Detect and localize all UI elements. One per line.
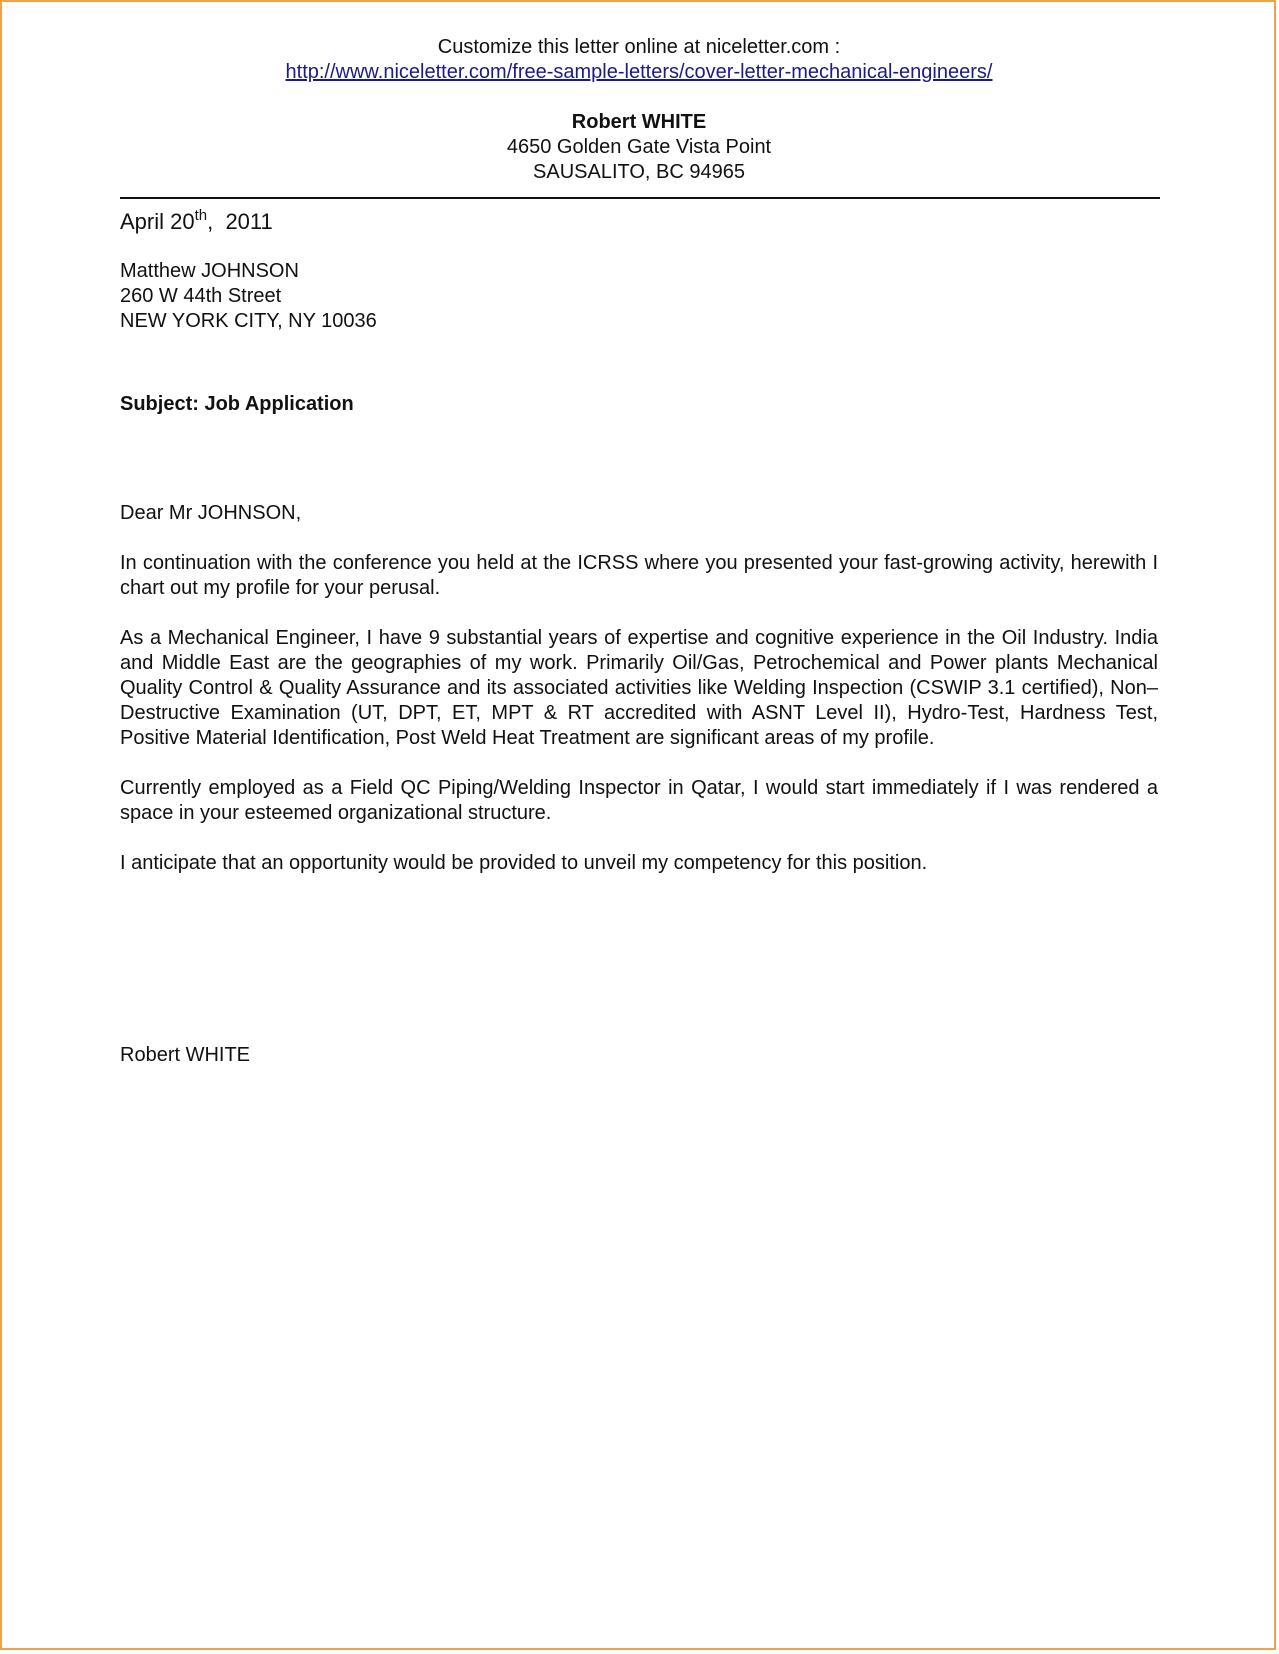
subject-line: Subject: Job Application: [120, 393, 354, 415]
date-year: , 2011: [207, 209, 273, 234]
customize-text: Customize this letter online at niceletter.com :: [437, 36, 841, 58]
paragraph-3: Currently employed as a Field QC Piping/Welding Inspector in Qatar, I would start immediately if I was rendered a space in your esteemed organizational structure.: [120, 777, 1158, 824]
date-suffix: th: [194, 207, 208, 224]
sender-name: Robert WHITE: [571, 111, 707, 133]
sender-address-line1: 4650 Golden Gate Vista Point: [506, 136, 772, 158]
date-month-day: April 20: [120, 209, 195, 234]
salutation: Dear Mr JOHNSON,: [120, 502, 302, 524]
letter-body: [120, 35, 1158, 1068]
signature: Robert WHITE: [120, 1044, 251, 1066]
recipient-name: Matthew JOHNSON: [120, 260, 299, 282]
paragraph-1: In continuation with the conference you held at the ICRSS where you presented your fast-growing activity, herewith I chart out my profile for your perusal.: [120, 552, 1158, 599]
letter-date: [120, 207, 1158, 237]
paragraph-4: I anticipate that an opportunity would be provided to unveil my competency for this position.: [120, 852, 928, 874]
paragraph-2: As a Mechanical Engineer, I have 9 substantial years of expertise and cognitive experience in the Oil Industry. India and Middle East are the geographies of my work. Primarily Oil/Gas, Petrochemical and Power plants Mechanical Quality Control & Quality Assurance and its associated activities like Welding Inspection (CSWIP 3.1 certified), Non–Destructive Examination (UT, DPT, ET, MPT & RT accredited with ASNT Level II), Hydro-Test, Hardness Test, Positive Material Identification, Post Weld Heat Treatment are significant areas of my profile.: [120, 627, 1158, 749]
recipient-address: [120, 259, 1158, 334]
letter-header: [120, 35, 1158, 185]
header-divider: [120, 197, 1160, 199]
niceletter-link[interactable]: http://www.niceletter.com/free-sample-letters/cover-letter-mechanical-engineers/: [285, 61, 993, 83]
sender-address-line2: SAUSALITO, BC 94965: [533, 161, 745, 183]
recipient-city: NEW YORK CITY, NY 10036: [120, 310, 377, 332]
recipient-street: 260 W 44th Street: [120, 285, 282, 307]
